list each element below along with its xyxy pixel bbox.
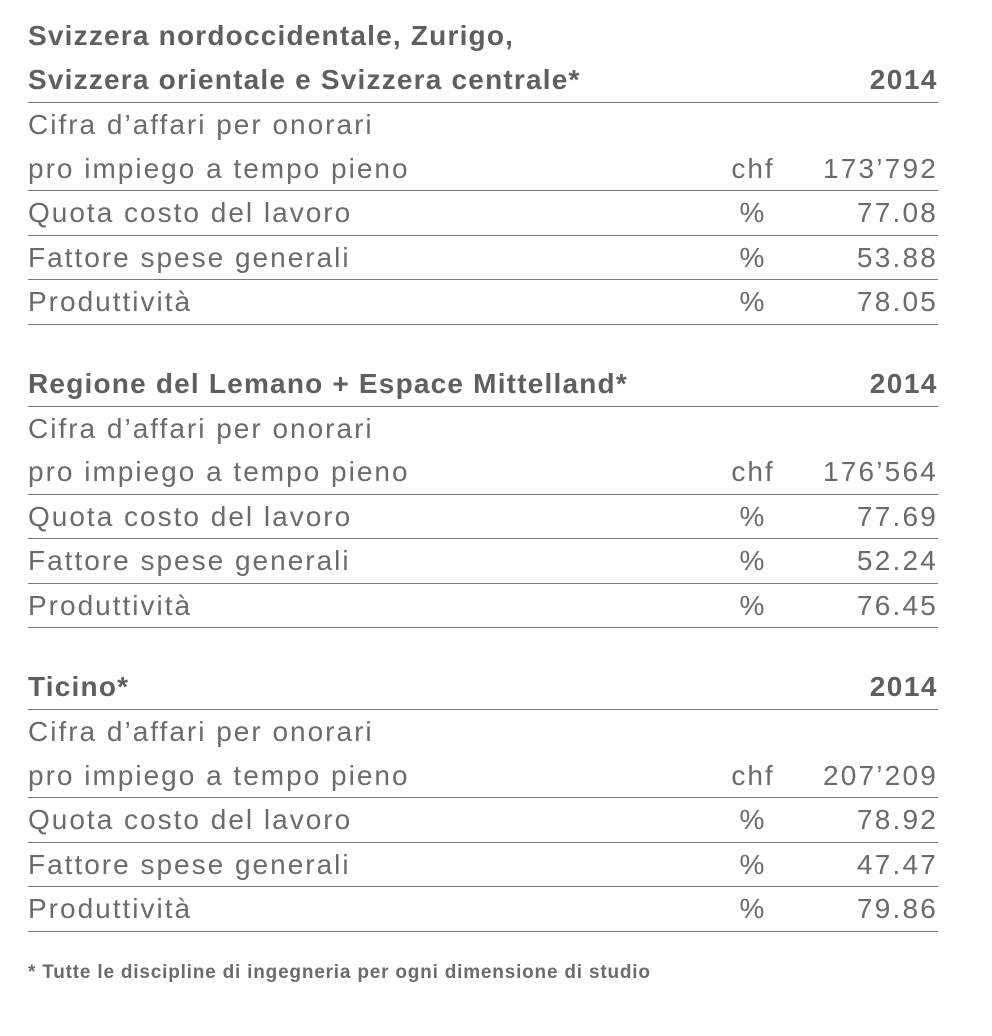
table-row: [28, 710, 938, 798]
row-label-line1: Cifra d’affari per onorari: [28, 109, 374, 140]
row-unit: %: [739, 893, 767, 924]
section-year: 2014: [869, 64, 938, 95]
section-title-line1: Svizzera nordoccidentale, Zurigo,: [28, 20, 515, 51]
section-title: Ticino*: [28, 671, 130, 702]
row-unit: %: [739, 545, 767, 576]
row-unit: chf: [731, 456, 775, 487]
table-row: [28, 191, 938, 236]
row-label-line1: Cifra d’affari per onorari: [28, 716, 374, 747]
row-label: Fattore spese generali: [28, 848, 351, 880]
row-label: [28, 710, 713, 797]
row-label: Produttività: [28, 589, 193, 621]
table-row: [28, 887, 938, 932]
row-value: 176’564: [822, 456, 938, 487]
row-value: 52.24: [856, 545, 938, 576]
table-row: [28, 584, 938, 629]
table-row: [28, 843, 938, 888]
table-row: [28, 236, 938, 281]
table-row: [28, 798, 938, 843]
row-value: 53.88: [856, 241, 938, 273]
section-year: 2014: [869, 367, 938, 399]
section-header: [28, 362, 938, 407]
table-row: [28, 539, 938, 584]
table-row: [28, 407, 938, 495]
table-row: [28, 280, 938, 325]
row-value: 77.08: [856, 197, 938, 228]
row-label: Quota costo del lavoro: [28, 197, 353, 228]
row-value: 47.47: [856, 848, 938, 880]
row-unit: %: [739, 500, 767, 532]
row-label-line2: pro impiego a tempo pieno: [28, 152, 410, 184]
table-row: [28, 495, 938, 540]
row-value: 173’792: [822, 152, 938, 184]
section-title: Regione del Lemano + Espace Mittelland*: [28, 367, 628, 399]
section-northwest-zurich: [28, 14, 938, 325]
section-title: [28, 14, 581, 102]
row-label: Fattore spese generali: [28, 545, 351, 576]
row-label: Produttività: [28, 893, 193, 924]
row-unit: chf: [731, 759, 775, 791]
row-value: 77.69: [856, 500, 938, 532]
row-unit: chf: [731, 152, 775, 184]
section-title-line2: Svizzera orientale e Svizzera centrale*: [28, 64, 581, 95]
stats-document: [28, 14, 938, 969]
row-value: 78.05: [856, 286, 938, 317]
footnote: * Tutte le discipline di ingegneria per ogni dimensione di studio: [28, 962, 651, 983]
row-label: Produttività: [28, 286, 193, 317]
row-label: Fattore spese generali: [28, 241, 351, 273]
row-label: Quota costo del lavoro: [28, 500, 353, 532]
section-lemano-mittelland: [28, 362, 938, 629]
row-unit: %: [739, 804, 767, 835]
row-value: 78.92: [856, 804, 938, 835]
row-unit: %: [739, 589, 767, 621]
row-label-line2: pro impiego a tempo pieno: [28, 456, 410, 487]
section-year: 2014: [869, 671, 938, 702]
row-value: 76.45: [856, 589, 938, 621]
row-label: Quota costo del lavoro: [28, 804, 353, 835]
row-unit: %: [739, 197, 767, 228]
section-header: [28, 14, 938, 103]
row-unit: %: [739, 286, 767, 317]
section-ticino: [28, 665, 938, 932]
row-label-line2: pro impiego a tempo pieno: [28, 759, 410, 791]
row-label-line1: Cifra d’affari per onorari: [28, 412, 374, 444]
row-label: [28, 407, 713, 494]
row-value: 207’209: [822, 759, 938, 791]
row-unit: %: [739, 848, 767, 880]
row-label: [28, 103, 713, 190]
row-value: 79.86: [856, 893, 938, 924]
section-header: [28, 665, 938, 710]
row-unit: %: [739, 241, 767, 273]
table-row: [28, 103, 938, 191]
